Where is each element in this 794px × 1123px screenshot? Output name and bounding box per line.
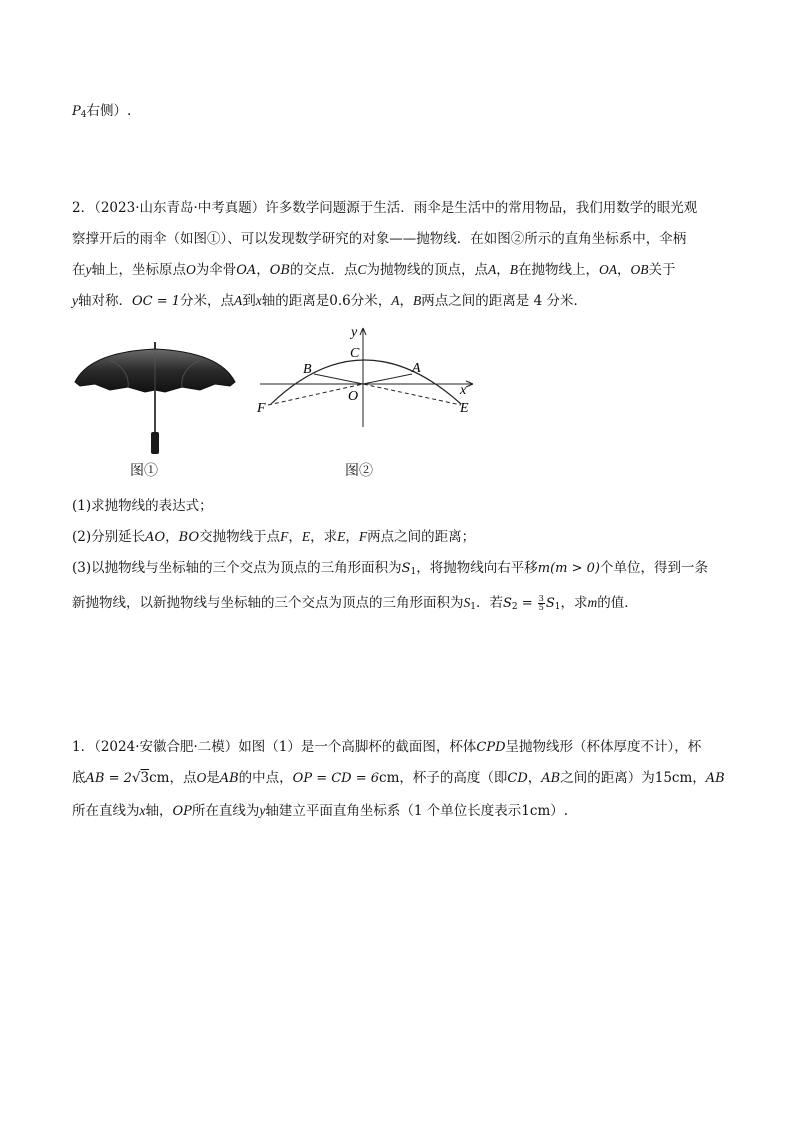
label-c: C	[350, 346, 360, 361]
umbrella-figure	[70, 340, 240, 460]
label-a: A	[412, 361, 421, 376]
top-fragment: $P_4$右侧）.	[72, 103, 132, 120]
problem1-line3: 所在直线为x轴，OP所在直线为y轴建立平面直角坐标系（1 个单位长度表示1cm）.	[72, 803, 569, 819]
problem2-line3: 在y轴上，坐标原点O为伞骨OA，OB的交点．点C为抛物线的顶点，点A，B在抛物线上，OA，OB关于	[72, 262, 676, 278]
problem2-line2: 察撑开后的雨伞（如图①）、可以发现数学研究的对象——抛物线．在如图②所示的直角坐标系中，伞柄	[72, 231, 687, 247]
label-b: B	[303, 362, 312, 377]
figure2-caption: 图②	[345, 463, 373, 479]
label-y: y	[351, 325, 358, 340]
problem1-line1: 1．（2024·安徽合肥·二模）如图（1）是一个高脚杯的截面图，杯体CPD呈抛物线形（杯体厚度不计），杯	[72, 739, 702, 755]
question3-line1: (3)以抛物线与坐标轴的三个交点为顶点的三角形面积为$S_1$，将抛物线向右平移m(m > 0)个单位，得到一条	[72, 560, 708, 577]
label-x: x	[460, 383, 467, 398]
label-f: F	[257, 401, 266, 416]
fraction: $\frac{3}{5}$	[538, 594, 544, 612]
label-e: E	[460, 401, 469, 416]
problem2-line4: y轴对称．OC = 1分米，点A到x轴的距离是0.6分米，A，B两点之间的距离是 4 分米．	[72, 293, 587, 309]
label-o: O	[348, 389, 359, 404]
question1: (1)求抛物线的表达式；	[72, 498, 213, 514]
problem1-line2: 底AB = 2√3cm，点O是AB的中点，OP = CD = 6cm，杯子的高度（即CD，AB之间的距离）为15cm，AB	[72, 770, 725, 786]
question2: (2)分别延长AO，BO交抛物线于点F，E，求E，F两点之间的距离；	[72, 529, 476, 545]
coordinate-diagram	[255, 322, 485, 432]
figure1-caption: 图①	[130, 463, 158, 479]
problem2-line1: 2．（2023·山东青岛·中考真题）许多数学问题源于生活．雨伞是生活中的常用物品，我们用数学的眼光观	[72, 200, 698, 216]
question3-line2: 新抛物线，以新抛物线与坐标轴的三个交点为顶点的三角形面积为$S_1$．若$S_2$ = $\frac{3}{5}$ $S_1$，求m的值．	[72, 594, 638, 612]
